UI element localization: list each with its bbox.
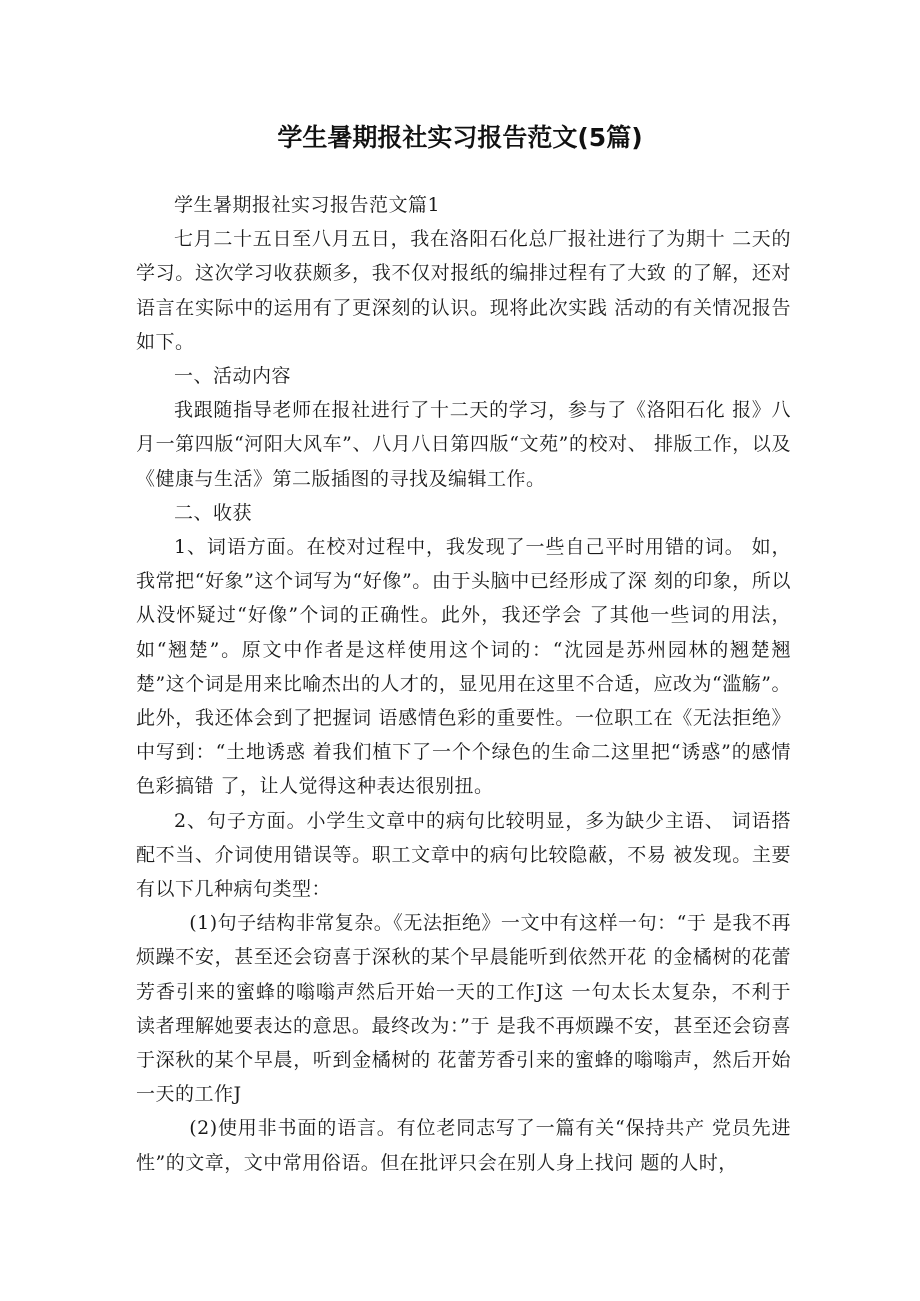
document-body	[136, 188, 791, 1180]
section-heading: 学生暑期报社实习报告范文篇1	[174, 194, 441, 216]
body-paragraph: 我跟随指导老师在报社进行了十二天的学习，参与了《洛阳石化 报》八月一第四版“河阳大风车”、八月八日第四版“文苑”的校对、 排版工作，以及《健康与生活》第二版插图的寻找及编辑工作。	[136, 399, 791, 490]
section-heading: 一、活动内容	[174, 365, 292, 388]
body-paragraph: 1、词语方面。在校对过程中，我发现了一些自己平时用错的词。 如，我常把“好象”这个词写为“好像”。由于头脑中已经形成了深 刻的印象，所以从没怀疑过“好像”个词的正确性。此外，我还学会 了其他一些词的用法，如“翘楚”。原文中作者是这样使用这个词的：“沈园是苏州园林的翘楚翘楚”这个词是用来比喻杰出的人才的，显见用在这里不合适，应改为“滥觞”。此外，我还体会到了把握词 语感情色彩的重要性。一位职工在《无法拒绝》中写到：“土地诱惑 着我们植下了一个个绿色的生命二这里把“诱惑”的感情色彩搞错 了，让人觉得这种表达很别扭。	[136, 536, 791, 798]
document-title: 学生暑期报社实习报告范文(5篇)	[277, 123, 643, 152]
body-paragraph: (2)使用非书面的语言。有位老同志写了一篇有关“保持共产 党员先进性”的文章，文中常用俗语。但在批评只会在别人身上找问 题的人时，	[136, 1117, 791, 1174]
section-heading: 二、收获	[174, 501, 253, 524]
body-paragraph: 七月二十五日至八月五日，我在洛阳石化总厂报社进行了为期十 二天的学习。这次学习收获颇多，我不仅对报纸的编排过程有了大致 的了解，还对语言在实际中的运用有了更深刻的认识。现将此次实践 活动的有关情况报告如下。	[136, 228, 791, 353]
body-paragraph: (1)句子结构非常复杂。《无法拒绝》一文中有这样一句：“于 是我不再烦躁不安，甚至还会窃喜于深秋的某个早晨能听到依然开花 的金橘树的花蕾芳香引来的蜜蜂的嗡嗡声然后开始一天的工作J这 一句太长太复杂，不利于读者理解她要表达的意思。最终改为：”于 是我不再烦躁不安，甚至还会窃喜于深秋的某个早晨，听到金橘树的 花蕾芳香引来的蜜蜂的嗡嗡声，然后开始一天的工作J	[136, 912, 791, 1106]
body-paragraph: 2、句子方面。小学生文章中的病句比较明显，多为缺少主语、 词语搭配不当、介词使用错误等。职工文章中的病句比较隐蔽，不易 被发现。主要有以下几种病句类型：	[136, 809, 791, 901]
